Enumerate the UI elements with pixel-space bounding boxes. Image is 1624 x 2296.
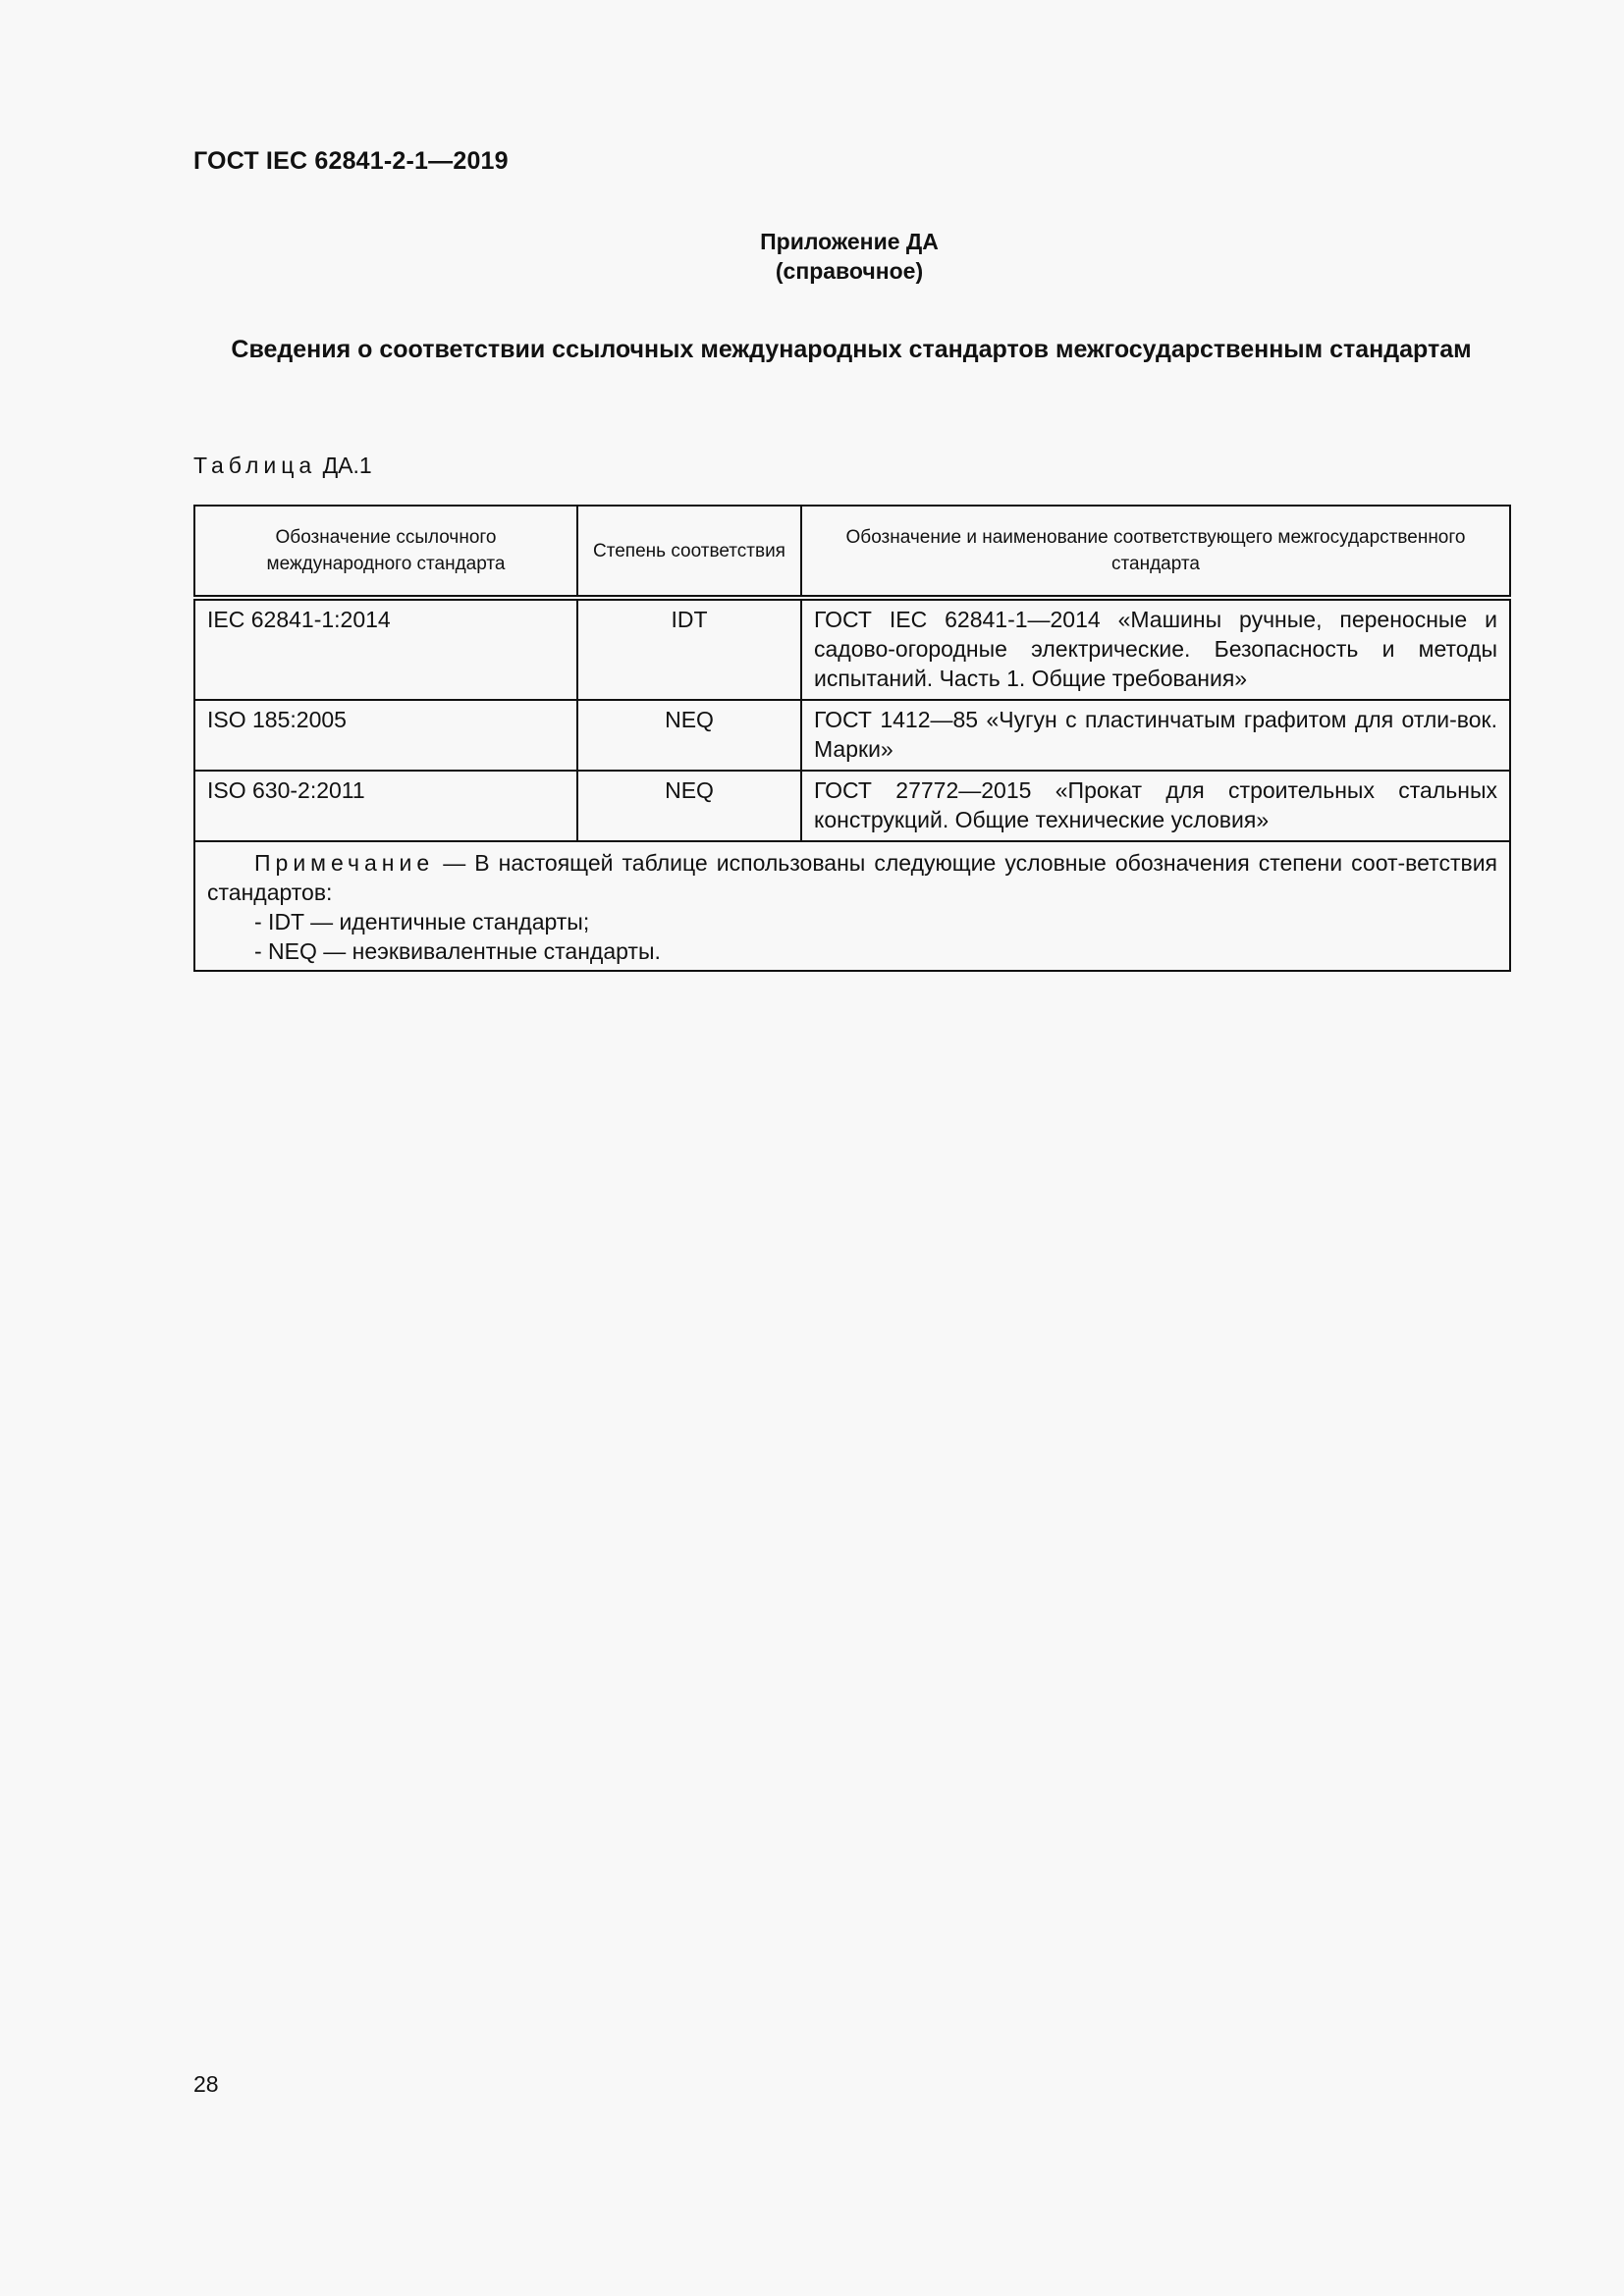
table-row <box>194 598 1510 700</box>
note-list-item: - NEQ — неэквивалентные стандарты. <box>254 938 661 964</box>
table-caption-number: ДА.1 <box>322 453 372 478</box>
appendix-title: Приложение ДА <box>760 229 939 254</box>
appendix-subtitle: (справочное) <box>775 258 924 284</box>
cell-national-standard: ГОСТ 1412—85 «Чугун с пластинчатым графитом для отли-вок. Марки» <box>801 700 1510 771</box>
cell-national-standard: ГОСТ 27772—2015 «Прокат для строительных стальных конструкций. Общие технические условия» <box>801 771 1510 841</box>
table-row <box>194 771 1510 841</box>
cell-degree: NEQ <box>577 700 801 771</box>
table-header-row <box>194 506 1510 598</box>
correspondence-table <box>193 505 1511 972</box>
cell-degree: NEQ <box>577 771 801 841</box>
note-label: Примечание <box>254 850 435 876</box>
table-note <box>194 841 1510 971</box>
note-text: — В настоящей таблице использованы следующие условные обозначения степени соот-ветствия стандартов: <box>207 850 1498 905</box>
table-note-row <box>194 841 1510 971</box>
cell-international-standard: ISO 185:2005 <box>194 700 577 771</box>
appendix-heading <box>0 227 1624 286</box>
table-caption-prefix: Таблица <box>193 453 317 478</box>
cell-degree: IDT <box>577 598 801 700</box>
note-list-item: - IDT — идентичные стандарты; <box>254 909 590 934</box>
cell-national-standard: ГОСТ IEC 62841-1—2014 «Машины ручные, переносные и садово-огородные электрические. Безопасность и методы испытаний. Часть 1. Общие требования» <box>801 598 1510 700</box>
section-title: Сведения о соответствии ссылочных международных стандартов межгосударственным стандартам <box>231 336 1472 363</box>
column-header-degree: Степень соответствия <box>577 506 801 598</box>
column-header-national: Обозначение и наименование соответствующего межгосударственного стандарта <box>801 506 1510 598</box>
page-number: 28 <box>193 2071 219 2097</box>
table-caption <box>193 453 372 479</box>
table-row <box>194 700 1510 771</box>
column-header-international: Обозначение ссылочного международного стандарта <box>194 506 577 598</box>
cell-international-standard: IEC 62841-1:2014 <box>194 598 577 700</box>
cell-international-standard: ISO 630-2:2011 <box>194 771 577 841</box>
document-designation: ГОСТ IEC 62841-2-1—2019 <box>193 147 509 175</box>
note-paragraph <box>207 848 1497 907</box>
